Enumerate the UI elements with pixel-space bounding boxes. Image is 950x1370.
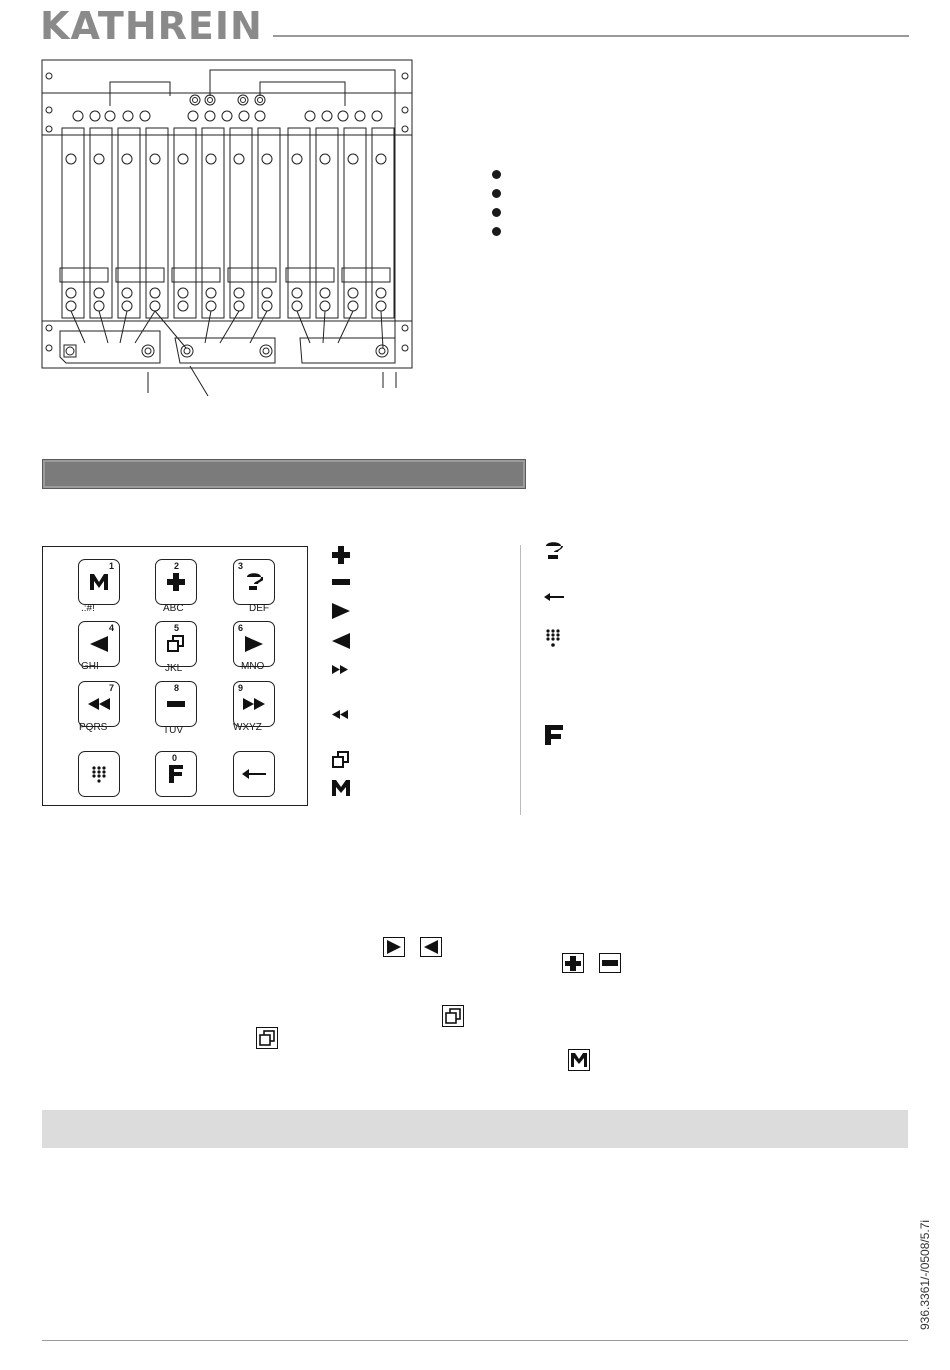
plus-icon: [332, 546, 350, 564]
key-letters: JKL: [165, 663, 183, 674]
key-number: 7: [108, 683, 114, 693]
plus-icon: [167, 573, 185, 591]
bullet-4: [492, 227, 501, 236]
key-number: 1: [108, 561, 114, 571]
arrow-right-icon: [245, 636, 263, 652]
copy-icon: [332, 751, 350, 769]
key-1: [78, 559, 120, 605]
key-8: [155, 681, 197, 727]
key-9: [233, 681, 275, 727]
key-letters: WXYZ: [233, 722, 262, 733]
question-icon: [545, 541, 563, 559]
device-rack-diagram: [40, 58, 420, 398]
key-letters: ABC: [163, 603, 184, 614]
m-box-icon: [568, 1049, 590, 1071]
section-heading-bar: [42, 459, 526, 489]
m-icon: [88, 573, 110, 591]
key-letters: PQRS: [79, 722, 108, 733]
key-5: [155, 621, 197, 667]
copy-icon: [167, 635, 185, 653]
key-number: 2: [174, 561, 180, 571]
key-letters: GHI: [81, 661, 99, 672]
rewind-icon: [88, 698, 110, 710]
document-number: 936.3361/-/0508/5.7i: [918, 1219, 932, 1330]
question-icon: [245, 572, 263, 592]
section-heading-bar-light: [42, 1110, 908, 1148]
keypad-diagram: [42, 546, 308, 806]
kathrein-logo: KATHREIN: [40, 4, 263, 48]
keypad-dots-icon: [91, 765, 107, 783]
copy-box-icon: [442, 1005, 464, 1027]
key-7: [78, 681, 120, 727]
minus-icon: [167, 701, 185, 707]
key-letters: MNO: [241, 661, 265, 672]
key-number: 0: [172, 753, 178, 763]
footer-rule: [42, 1340, 908, 1341]
fast-forward-icon: [332, 665, 348, 674]
key-number: 6: [238, 623, 244, 633]
arrow-left-icon: [332, 633, 350, 649]
arrow-right-box-icon: [383, 937, 405, 957]
minus-box-icon: [599, 953, 621, 973]
minus-icon: [332, 579, 350, 585]
key-0: [155, 751, 197, 797]
back-arrow-icon: [544, 593, 564, 601]
f-icon: [545, 725, 563, 745]
key-number: 8: [174, 683, 180, 693]
legend-divider: [520, 545, 521, 815]
back-arrow-icon: [242, 769, 266, 779]
key-letters: TUV: [163, 725, 183, 736]
arrow-right-icon: [332, 603, 350, 619]
key-keypad: [78, 751, 120, 797]
key-letters: .:#!: [81, 603, 95, 614]
arrow-left-icon: [90, 636, 108, 652]
key-number: 9: [238, 683, 244, 693]
header-rule: [273, 35, 909, 37]
arrow-left-box-icon: [420, 937, 442, 957]
copy-box-icon: [256, 1027, 278, 1049]
key-number: 5: [174, 623, 180, 633]
keypad-dots-icon: [545, 628, 561, 648]
plus-box-icon: [562, 953, 584, 973]
key-2: [155, 559, 197, 605]
fast-forward-icon: [243, 698, 265, 710]
m-icon: [331, 780, 351, 796]
f-icon: [169, 765, 183, 783]
bullet-2: [492, 189, 501, 198]
key-number: 3: [238, 561, 244, 571]
rewind-icon: [332, 710, 348, 719]
bullet-3: [492, 208, 501, 217]
key-3: [233, 559, 275, 605]
key-back: [233, 751, 275, 797]
key-letters: DEF: [249, 603, 269, 614]
key-number: 4: [108, 623, 114, 633]
bullet-1: [492, 170, 501, 179]
